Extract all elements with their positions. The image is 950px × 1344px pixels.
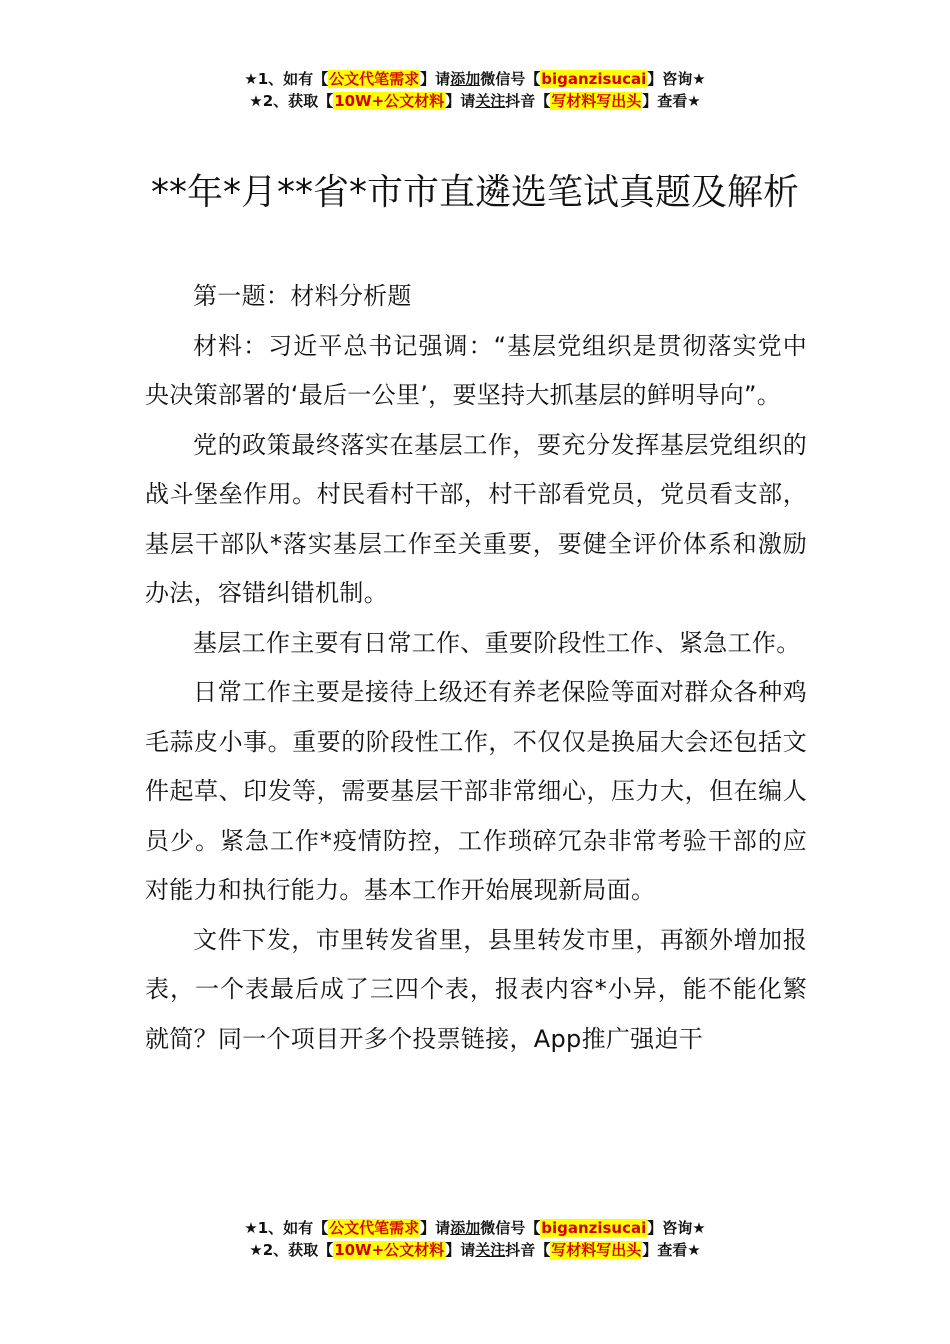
banner-text: ★1、如有【 bbox=[244, 70, 329, 88]
paragraph: 日常工作主要是接待上级还有养老保险等面对群众各种鸡毛蒜皮小事。重要的阶段性工作，不仅仅是换届大会还包括文件起草、印发等，需要基层干部非常细心，压力大，但在编人员少。紧急工作*疫情防控，工作琐碎冗杂非常考验干部的应对能力和执行能力。基本工作开始展现新局面。 bbox=[145, 678, 807, 904]
banner-text: 抖音【 bbox=[505, 92, 551, 110]
banner-highlight: biganzisucai bbox=[541, 1219, 647, 1237]
banner-highlight: 写材料写出头 bbox=[551, 1241, 642, 1259]
document-title: **年*月**省*市市直遴选笔试真题及解析 bbox=[150, 172, 799, 213]
banner-text: 】请 bbox=[420, 1219, 451, 1237]
banner-highlight: 10W+公文材料 bbox=[334, 92, 445, 110]
banner-text: 】请 bbox=[445, 1241, 476, 1259]
banner-line-2 bbox=[0, 1239, 950, 1261]
banner-line-1 bbox=[0, 1217, 950, 1239]
banner-highlight: 10W+公文材料 bbox=[334, 1241, 445, 1259]
banner-text: 】查看★ bbox=[642, 1241, 701, 1259]
banner-highlight: 写材料写出头 bbox=[551, 92, 642, 110]
banner-text: ★1、如有【 bbox=[244, 1219, 329, 1237]
banner-line-1 bbox=[0, 68, 950, 90]
banner-text: 】请 bbox=[420, 70, 451, 88]
banner-text: 】请 bbox=[445, 92, 476, 110]
banner-highlight: 公文代笔需求 bbox=[329, 70, 420, 88]
banner-highlight: biganzisucai bbox=[541, 70, 647, 88]
banner-text: 抖音【 bbox=[505, 1241, 551, 1259]
paragraph: 文件下发，市里转发省里，县里转发市里，再额外增加报表，一个表最后成了三四个表，报表内容*小异，能不能化繁就简？同一个项目开多个投票链接，App推广强迫干 bbox=[145, 925, 807, 1053]
banner-underline: 添加 bbox=[450, 1219, 481, 1237]
header-banner bbox=[0, 68, 950, 112]
paragraph: 基层工作主要有日常工作、重要阶段性工作、紧急工作。 bbox=[193, 628, 801, 657]
footer-banner bbox=[0, 1217, 950, 1261]
banner-text: 】咨询★ bbox=[647, 70, 706, 88]
banner-text: ★2、获取【 bbox=[249, 92, 334, 110]
paragraph: 党的政策最终落实在基层工作，要充分发挥基层党组织的战斗堡垒作用。村民看村干部，村干部看党员，党员看支部，基层干部队*落实基层工作至关重要，要健全评价体系和激励办法，容错纠错机制。 bbox=[145, 430, 807, 607]
banner-underline: 添加 bbox=[450, 70, 481, 88]
banner-underline: 关注 bbox=[475, 1241, 506, 1259]
banner-text: ★2、获取【 bbox=[249, 1241, 334, 1259]
banner-text: 】查看★ bbox=[642, 92, 701, 110]
banner-text: 微信号【 bbox=[480, 70, 541, 88]
banner-highlight: 公文代笔需求 bbox=[329, 1219, 420, 1237]
banner-line-2 bbox=[0, 90, 950, 112]
banner-underline: 关注 bbox=[475, 92, 506, 110]
banner-text: 】咨询★ bbox=[647, 1219, 706, 1237]
banner-text: 微信号【 bbox=[480, 1219, 541, 1237]
document-body bbox=[145, 272, 807, 1064]
paragraph-question-heading: 第一题：材料分析题 bbox=[193, 282, 412, 310]
paragraph-material-quote: 材料：习近平总书记强调：“基层党组织是贯彻落实党中央决策部署的‘最后一公里’，要坚持大抓基层的鲜明导向”。 bbox=[145, 331, 807, 409]
